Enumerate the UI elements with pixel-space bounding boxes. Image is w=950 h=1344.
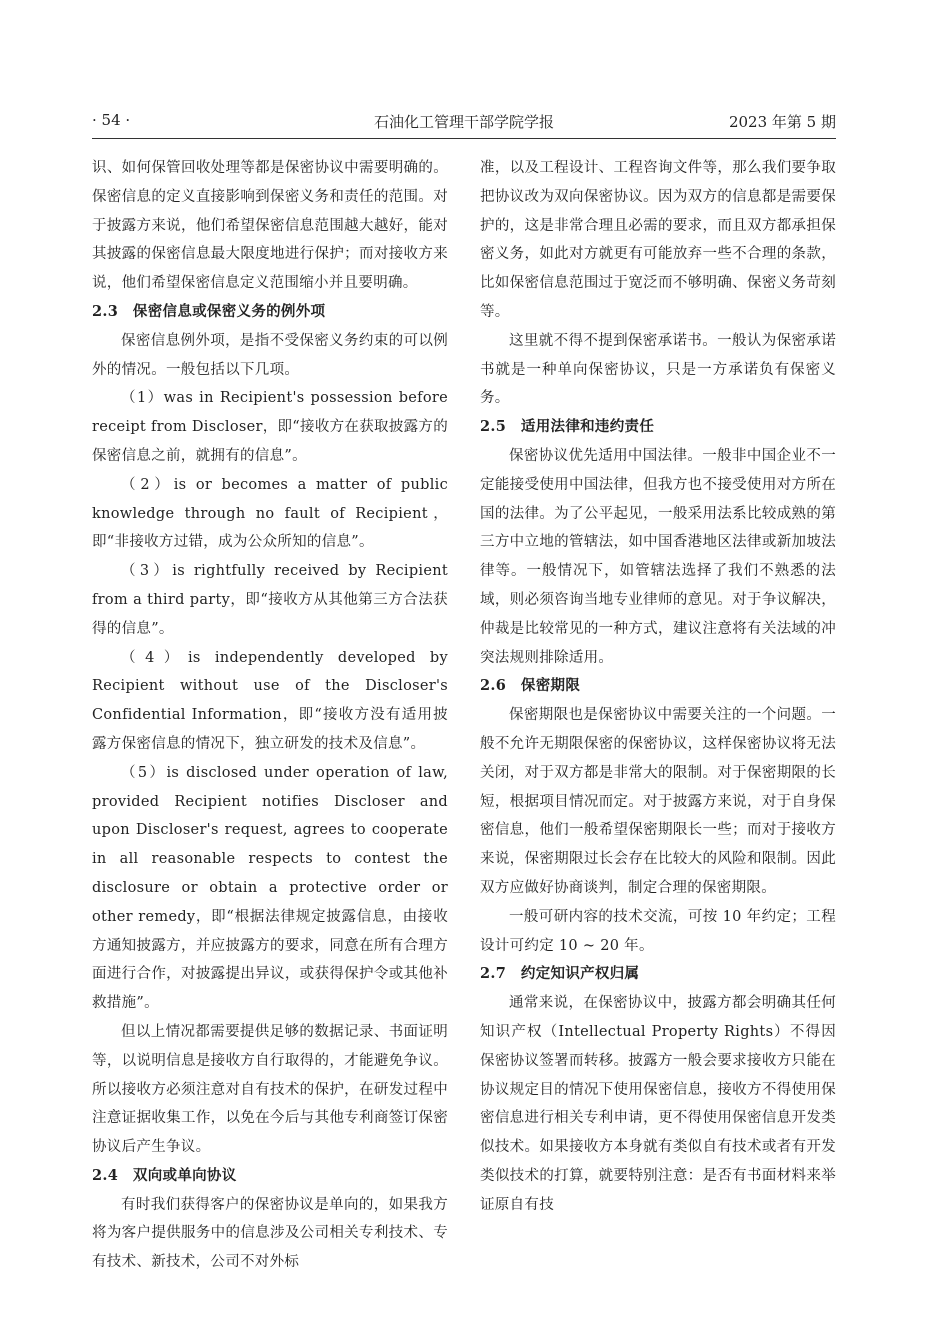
- left-column: [92, 154, 448, 1277]
- section-heading: 2.5 适用法律和违约责任: [480, 418, 655, 436]
- paragraph: （2）is or becomes a matter of public knowledge through no fault of Recipient，即“非接收方过错，成为公众所知的信息”。: [92, 476, 448, 551]
- page-header: [92, 111, 836, 137]
- section-heading: 2.3 保密信息或保密义务的例外项: [92, 302, 326, 320]
- paragraph: 准，以及工程设计、工程咨询文件等，那么我们要争取把协议改为双向保密协议。因为双方的信息都是需要保护的，这是非常合理且必需的要求，而且双方都承担保密义务，如此对方就更有可能放弃一些不合理的条款，比如保密信息范围过于宽泛而不够明确、保密义务苛刻等。: [480, 160, 836, 320]
- paragraph: 通常来说，在保密协议中，披露方都会明确其任何知识产权（Intellectual Property Rights）不得因保密协议签署而转移。披露方一般会要求接收方只能在协议规定目的情况下使用保密信息，接收方不得使用保密信息进行相关专利申请，更不得使用保密信息开发类似技术。如果接收方本身就有类似自有技术或者有开发类似技术的打算，就要特别注意：是否有书面材料来举证原自有技: [480, 995, 836, 1213]
- paragraph: 但以上情况都需要提供足够的数据记录、书面证明等，以说明信息是接收方自行取得的，才能避免争议。所以接收方必须注意对自有技术的保护，在研发过程中注意证据收集工作，以免在今后与其他专利商签订保密协议后产生争议。: [92, 1023, 448, 1156]
- paragraph: 保密协议优先适用中国法律。一般非中国企业不一定能接受使用中国法律，但我方也不接受使用对方所在国的法律。为了公平起见，一般采用法系比较成熟的第三方中立地的管辖法，如中国香港地区法律或新加坡法律等。一般情况下，如管辖法选择了我们不熟悉的法域，则必须咨询当地专业律师的意见。对于争议解决，仲裁是比较常见的一种方式，建议注意将有关法域的冲突法规则排除适用。: [480, 447, 836, 666]
- right-column: [480, 154, 836, 1219]
- paragraph: 保密信息例外项，是指不受保密义务约束的可以例外的情况。一般包括以下几项。: [92, 332, 448, 378]
- header-rule: [92, 138, 836, 139]
- paragraph: 有时我们获得客户的保密协议是单向的，如果我方将为客户提供服务中的信息涉及公司相关专利技术、专有技术、新技术，公司不对外标: [92, 1196, 448, 1271]
- paragraph: 这里就不得不提到保密承诺书。一般认为保密承诺书就是一种单向保密协议，只是一方承诺负有保密义务。: [480, 332, 836, 407]
- paragraph: （4）is independently developed by Recipient without use of the Discloser's Confidential Information，即“接收方没有适用披露方保密信息的情况下，独立研发的技术及信息”。: [92, 649, 448, 752]
- page-number: · 54 ·: [92, 111, 131, 129]
- paragraph: （1）was in Recipient's possession before receipt from Discloser，即“接收方在获取披露方的保密信息之前，就拥有的信息”。: [92, 390, 449, 464]
- issue-label: 2023 年第 5 期: [728, 113, 836, 131]
- paragraph: （3）is rightfully received by Recipient from a third party，即“接收方从其他第三方合法获得的信息”。: [92, 563, 448, 637]
- paragraph: 一般可研内容的技术交流，可按 10 年约定；工程设计可约定 10 ~ 20 年。: [480, 908, 836, 954]
- section-heading: 2.4 双向或单向协议: [92, 1166, 237, 1184]
- section-heading: 2.6 保密期限: [480, 677, 581, 695]
- section-heading: 2.7 约定知识产权归属: [480, 965, 640, 983]
- paragraph: 保密期限也是保密协议中需要关注的一个问题。一般不允许无期限保密的保密协议，这样保密协议将无法关闭，对于双方都是非常大的限制。对于保密期限的长短，根据项目情况而定。对于披露方来说，对于自身保密信息，他们一般希望保密期限长一些；而对于接收方来说，保密期限过长会存在比较大的风险和限制。因此双方应做好协商谈判，制定合理的保密期限。: [480, 707, 836, 896]
- paragraph: （5）is disclosed under operation of law, provided Recipient notifies Discloser and upon Discloser's request, agrees to cooperate in all reasonable respects to contest the disclosure or obtain a protective order or other remedy，即“根据法律规定披露信息，由接收方通知披露方，并应披露方的要求，同意在所有合理方面进行合作，对披露提出异议，或获得保护令或其他补救措施”。: [92, 764, 448, 1012]
- journal-title: 石油化工管理干部学院学报: [373, 113, 554, 131]
- paragraph: 识、如何保管回收处理等都是保密协议中需要明确的。保密信息的定义直接影响到保密义务和责任的范围。对于披露方来说，他们希望保密信息范围越大越好，能对其披露的保密信息最大限度地进行保护；而对接收方来说，他们希望保密信息定义范围缩小并且要明确。: [92, 160, 448, 292]
